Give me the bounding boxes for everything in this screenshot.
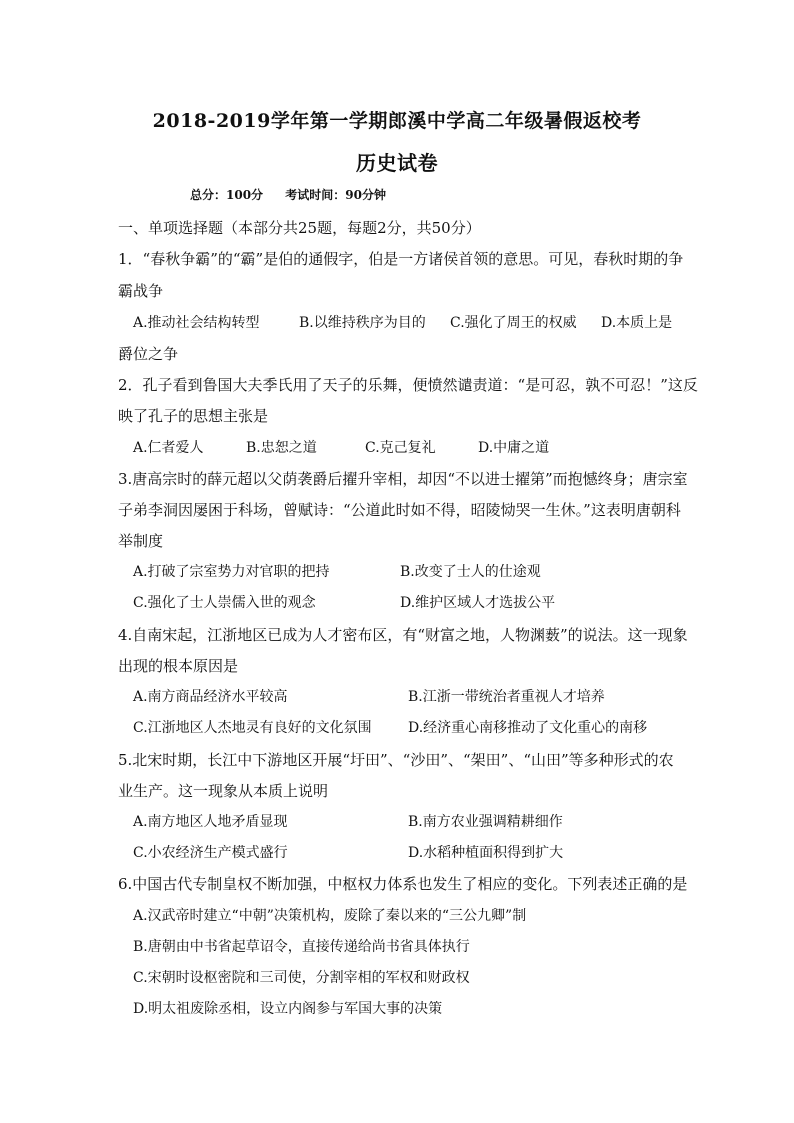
q3-option-b: B.改变了士人的仕途观 (400, 564, 541, 580)
q6-option-a: A.汉武帝时建立“中朝”决策机构，废除了秦以来的“三公九卿”制 (133, 908, 527, 924)
q2-option-a: A.仁者爱人 (133, 440, 204, 456)
q5-option-d: D.水稻种植面积得到扩大 (408, 845, 564, 861)
q3-option-a: A.打破了宗室势力对官职的把持 (133, 564, 330, 580)
total-score: 总分：100分 (190, 188, 264, 202)
q5-option-a: A.南方地区人地矛盾显现 (133, 814, 288, 830)
q4-option-d: D.经济重心南移推动了文化重心的南移 (408, 720, 648, 736)
q3-option-c: C.强化了士人崇儒入世的观念 (133, 595, 316, 611)
section-heading: 一、单项选择题（本部分共25题，每题2分，共50分） (118, 219, 481, 237)
q6-option-d: D.明太祖废除丞相，设立内阁参与军国大事的决策 (133, 1001, 443, 1017)
q2-option-d: D.中庸之道 (478, 440, 550, 456)
q3-stem-line2: 子弟李洞因屡困于科场，曾赋诗：“公道此时如不得，昭陵恸哭一生休。”这表明唐朝科 (118, 501, 681, 519)
q5-option-c: C.小农经济生产模式盛行 (133, 845, 288, 861)
q5-option-b: B.南方农业强调精耕细作 (408, 814, 563, 830)
q3-stem-line3: 举制度 (118, 532, 164, 550)
q3-option-d: D.维护区域人才选拔公平 (400, 595, 556, 611)
q4-stem-line1: 4.自南宋起，江浙地区已成为人才密布区，有“财富之地，人物渊薮”的说法。这一现象 (118, 626, 688, 644)
exam-time: 考试时间：90分钟 (285, 188, 386, 202)
q1-stem-line1: 1．“春秋争霸”的“霸”是伯的通假字，伯是一方诸侯首领的意思。可见，春秋时期的争 (118, 250, 684, 268)
q1-option-a: A.推动社会结构转型 (133, 315, 260, 331)
q1-option-d-cont: 爵位之争 (118, 345, 179, 363)
q6-stem-line1: 6.中国古代专制皇权不断加强，中枢权力体系也发生了相应的变化。下列表述正确的是 (118, 875, 688, 893)
q4-option-a: A.南方商品经济水平较高 (133, 689, 288, 705)
q4-option-c: C.江浙地区人杰地灵有良好的文化氛围 (133, 720, 372, 736)
q1-option-d: D.本质上是 (601, 315, 673, 331)
q6-option-b: B.唐朝由中书省起草诏令，直接传递给尚书省具体执行 (133, 939, 470, 955)
q2-stem-line2: 映了孔子的思想主张是 (118, 407, 269, 425)
q5-stem-line1: 5.北宋时期，长江中下游地区开展“圩田”、“沙田”、“架田”、“山田”等多种形式的农 (118, 751, 674, 769)
q2-option-b: B.忠恕之道 (246, 440, 317, 456)
q5-stem-line2: 业生产。这一现象从本质上说明 (118, 782, 329, 800)
q4-stem-line2: 出现的根本原因是 (118, 657, 239, 675)
q1-option-c: C.强化了周王的权威 (450, 315, 577, 331)
exam-meta (190, 186, 404, 203)
q4-option-b: B.江浙一带统治者重视人才培养 (408, 689, 605, 705)
exam-title: 2018-2019学年第一学期郎溪中学高二年级暑假返校考 (152, 110, 642, 132)
exam-subtitle: 历史试卷 (356, 151, 438, 175)
q1-option-b: B.以维持秩序为目的 (299, 315, 426, 331)
q1-stem-line2: 霸战争 (118, 282, 164, 300)
q3-stem-line1: 3.唐高宗时的薛元超以父荫袭爵后擢升宰相，却因“不以进士擢第”而抱憾终身；唐宗室 (118, 470, 688, 488)
q2-stem-line1: 2．孔子看到鲁国大夫季氏用了天子的乐舞，便愤然谴责道：“是可忍，孰不可忍！”这反 (118, 376, 698, 394)
q2-option-c: C.克己复礼 (365, 440, 436, 456)
q6-option-c: C.宋朝时设枢密院和三司使，分割宰相的军权和财政权 (133, 970, 470, 986)
